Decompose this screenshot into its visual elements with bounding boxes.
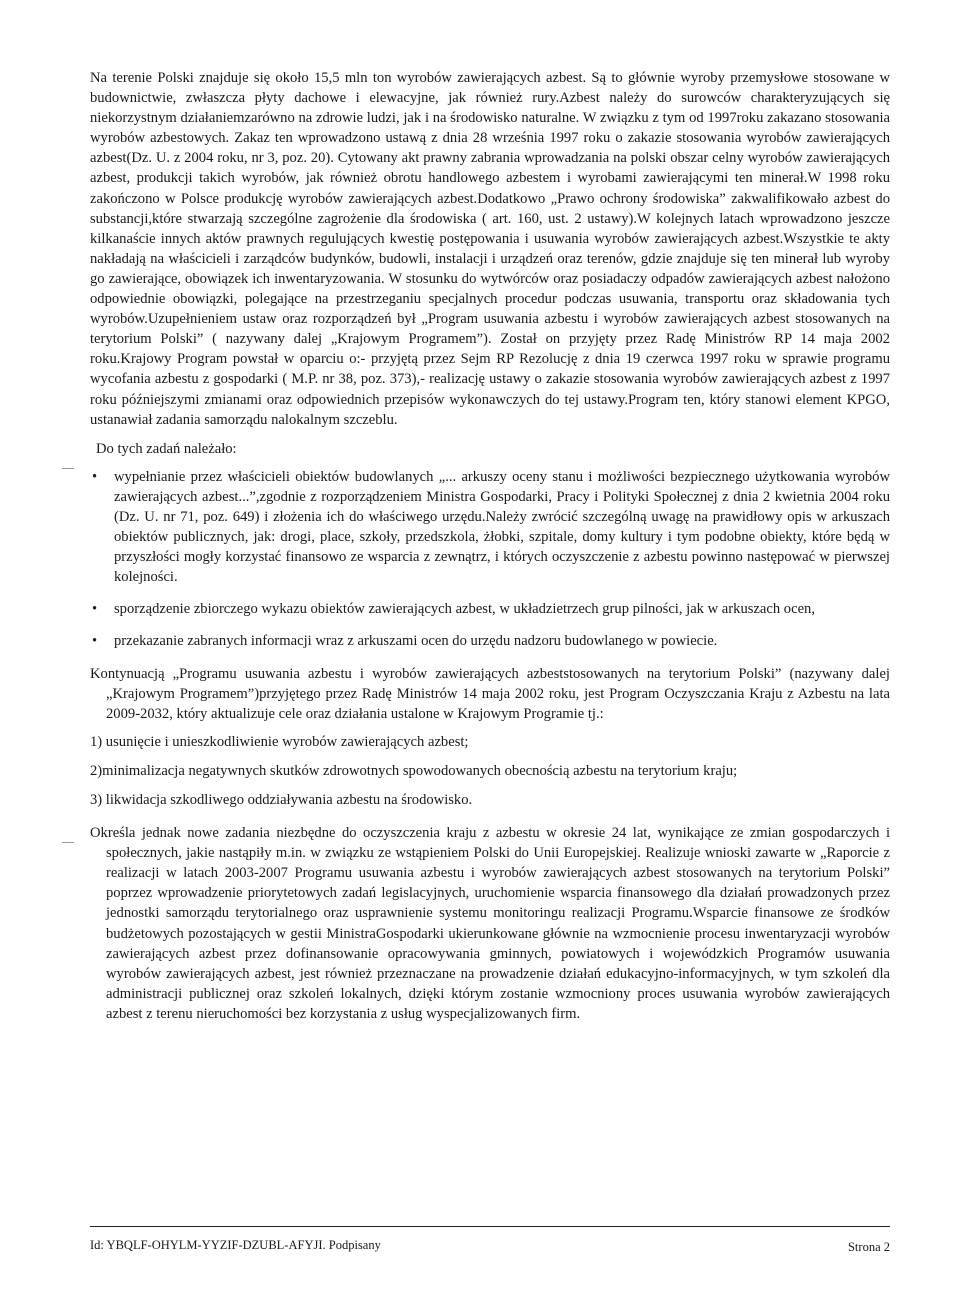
list-item-text: wypełnianie przez właścicieli obiektów budowlanych „... arkuszy oceny stanu i możliwości bezpiecznego użytkowania wyrobów zawierających azbest...”,zgodnie z rozporządzeniem Ministra Gospodarki, Pracy i Polityki Społecznej z dnia 2 kwietnia 2004 roku (Dz. U. nr 71, poz. 649) i złożenia ich do właściwego urzędu.Należy zwrócić szczególną uwagę na prawidłowy opis w arkuszach obiektów publicznych, jak: drogi, place, szkoły, przedszkola, żłobki, szpitale, domy kultury i tym podobne obiekty, które będą w przyszłości mogły korzystać finansowo ze wsparcia z zewnątrz, i których oczyszczenie z azbestu powinno następować w pierwszej kolejności.	[114, 468, 890, 586]
list-item	[90, 631, 890, 651]
margin-mark	[62, 842, 74, 843]
document-id: Id: YBQLF-OHYLM-YYZIF-DZUBL-AFYJI. Podpisany	[90, 1238, 381, 1252]
margin-mark	[62, 468, 74, 469]
tasks-list	[90, 467, 890, 652]
list-item	[90, 467, 890, 588]
list-item-text: sporządzenie zbiorczego wykazu obiektów zawierających azbest, w układzietrzech grup pilności, jak w arkuszach ocen,	[114, 601, 815, 618]
footer-divider	[90, 1226, 890, 1227]
bullet-icon: •	[92, 601, 98, 618]
page-number: Strona 2	[847, 1240, 890, 1254]
paragraph-new-tasks: Określa jednak nowe zadania niezbędne do oczyszczenia kraju z azbestu w okresie 24 lat, wynikające ze zmian gospodarczych i społecznych, jakie nastąpiły m.in. w związku ze wstąpieniem Polski do Unii Europejskiej. Realizuje wnioski zawarte w „Raporcie z realizacji w latach 2003-2007 Programu usuwania azbestu i wyrobów zawierających azbest stosowanych na terytorium Polski” poprzez wprowadzenie priorytetowych zadań legislacyjnych, uruchomienie wsparcia finansowego dla działań prowadzonych przez jednostki samorządu terytorialnego oraz usprawnienie systemu monitoringu realizacji Programu.Wsparcie finansowe ze środków budżetowych pozostających w gestii MinistraGospodarki ukierunkowane głównie na wzmocnienie procesu inwentaryzacji wyrobów zawierających azbest przez dofinansowanie opracowywania gminnych, powiatowych i wojewódzkich Programów usuwania wyrobów zawierających azbest, jest również przeznaczane na prowadzenie działań edukacyjno-informacyjnych, w tym szkoleń dla administracji publicznej oraz szkoleń lokalnych, dzięki którym zostanie wzmocniony proces usuwania wyrobów zawierających azbest z terenu nieruchomości bez korzystania z usług wyspecjalizowanych firm.	[90, 825, 890, 1022]
paragraph-asbestos-intro: Na terenie Polski znajduje się około 15,5 mln ton wyrobów zawierających azbest. Są to głównie wyroby przemysłowe stosowane w budownictwie, zwłaszcza płyty dachowe i elewacyjne, jak również rury.Azbest należy do surowców charakteryzujących się niekorzystnym działaniemzarówno na zdrowie ludzi, jak i na środowisko naturalne. W związku z tym od 1997roku zakazano stosowania wyrobów azbestowych. Zakaz ten wprowadzono ustawą z dnia 28 września 1997 roku o zakazie stosowania wyrobów zawierających azbest(Dz. U. z 2004 roku, nr 3, poz. 20). Cytowany akt prawny zabrania wprowadzania na polski obszar celny wyrobów zawierających azbest, produkcji takich wyrobów, jak również obrotu handlowego azbestem i wyrobami zawierającymi ten minerał.W 1998 roku zakończono w Polsce produkcję wyrobów zawierających azbest.Dodatkowo „Prawo ochrony środowiska” zakwalifikowało azbest do substancji,które stwarzają szczególne zagrożenie dla środowiska ( art. 160, ust. 2 ustawy).W kolejnych latach wprowadzono jeszcze kilkanaście innych aktów prawnych regulujących kwestię postępowania i usuwania wyrobów zawierających azbest.Wszystkie te akty nakładają na właścicieli i zarządców budynków, budowli, instalacji i urządzeń oraz terenów, gdzie znajduje się ten minerał lub wyroby go zawierające, obowiązek ich inwentaryzowania. W stosunku do wytwórców oraz posiadaczy odpadów zawierających azbest nałożono odpowiednie obowiązki, polegające na przestrzeganiu specjalnych procedur podczas usuwania, transportu oraz składowania tych wyrobów.Uzupełnieniem ustaw oraz rozporządzeń był „Program usuwania azbestu i wyrobów zawierających azbest stosowanych na terytorium Polski” ( nazywany dalej „Krajowym Programem”). Został on przyjęty przez Radę Ministrów RP 14 maja 2002 roku.Krajowy Program powstał w oparciu o:- przyjętą przez Sejm RP Rezolucję z dnia 19 czerwca 1997 roku w sprawie programu wycofania azbestu z gospodarki ( M.P. nr 38, poz. 373),- realizację ustawy o zakazie stosowania wyrobów zawierających azbest z 1997 roku późniejszymi zmianami oraz odpowiednich przepisów wykonawczych do tej ustawy.Program ten, który stanowi element KPGO, ustanawiał zadania samorządu nalokalnym szczeblu.	[90, 70, 890, 428]
bullet-icon: •	[92, 468, 98, 485]
paragraph-continuation: Kontynuacją „Programu usuwania azbestu i wyrobów zawierających azbeststosowanych na terytorium Polski” (nazywany dalej „Krajowym Programem”)przyjętego przez Radę Ministrów 14 maja 2002 roku, jest Program Oczyszczania Kraju z Azbestu na lata 2009-2032, który aktualizuje cele oraz działania ustalone w Krajowym Programie tj.:	[90, 665, 890, 722]
numbered-item: 2)minimalizacja negatywnych skutków zdrowotnych spowodowanych obecnością azbestu na terytorium kraju;	[90, 762, 738, 779]
list-item	[90, 599, 890, 619]
tasks-intro: Do tych zadań należało:	[96, 440, 237, 457]
list-item-text: przekazanie zabranych informacji wraz z arkuszami ocen do urzędu nadzoru budowlanego w powiecie.	[114, 633, 718, 650]
document-body	[90, 68, 890, 1024]
numbered-item: 3) likwidacja szkodliwego oddziaływania azbestu na środowisko.	[90, 792, 473, 808]
bullet-icon: •	[92, 633, 98, 650]
numbered-item: 1) usunięcie i unieszkodliwienie wyrobów zawierających azbest;	[90, 733, 469, 750]
